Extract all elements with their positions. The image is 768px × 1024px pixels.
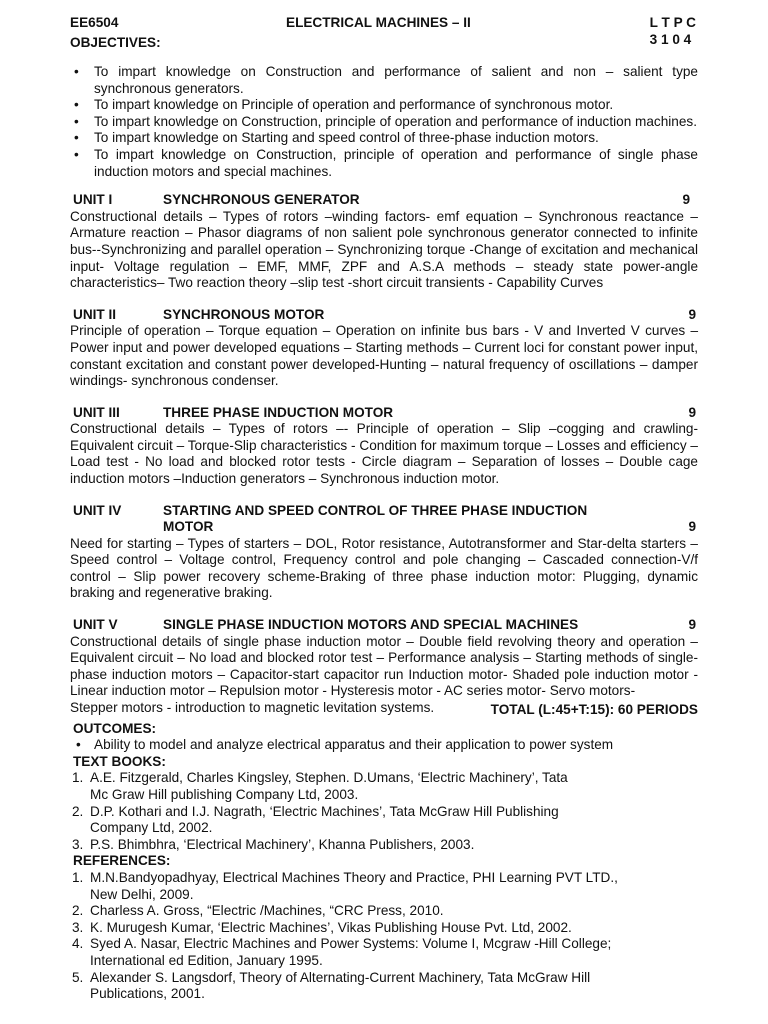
unit-title-line-1: STARTING AND SPEED CONTROL OF THREE PHASE INDUCTION [163,502,588,518]
unit-content: Constructional details of single phase induction motor – Double field revolving theory and operation – Equivalent circuit – No load and blocked rotor test – Performance analysis – Starting methods of single-phase induction motors – Capacitor-start capacitor run Induction motor- Shaded pole induction motor - Linear induction motor – Repulsion motor - Hysteresis motor - AC series motor- Servo motors- [70,633,698,699]
unit-number: UNIT V [73,617,118,633]
item-line: P.S. Bhimbhra, ‘Electrical Machinery’, Khanna Publishers, 2003. [90,836,475,852]
unit-heading [70,307,698,324]
course-code: EE6504 [70,15,119,30]
bullet-icon: • [74,130,79,146]
textbook-item [70,770,698,803]
objectives-heading: OBJECTIVES: [70,35,161,50]
textbooks-heading: TEXT BOOKS: [73,753,166,769]
unit-heading [70,503,698,536]
unit-number: UNIT II [73,306,117,322]
reference-item [70,970,698,1003]
unit-number: UNIT I [73,192,113,208]
item-line: M.N.Bandyopadhyay, Electrical Machines Theory and Practice, PHI Learning PVT LTD., [90,869,618,885]
references-heading: REFERENCES: [73,853,171,869]
objective-text: To impart knowledge on Construction, principle of operation and performance of induction machines. [94,113,697,129]
unit-title: SINGLE PHASE INDUCTION MOTORS AND SPECIAL MACHINES [163,617,579,633]
unit-hours: 9 [688,306,696,322]
objective-text: To impart knowledge on Starting and speed control of three-phase induction motors. [94,130,599,146]
unit-2 [70,307,698,390]
item-line: Mc Graw Hill publishing Company Ltd, 2003. [90,786,359,802]
item-number: 1. [72,869,84,885]
unit-4 [70,503,698,602]
textbooks-section [70,754,698,854]
references-list [70,870,698,1003]
unit-content: Principle of operation – Torque equation – Operation on infinite bus bars - V and Inverted V curves – Power input and power developed equations – Starting methods – Current loci for constant power input, constant excitation and constant power developed-Hunting – natural frequency of oscillations – damper windings- synchronous condenser. [70,323,698,389]
unit-title-line-2: MOTOR [163,519,214,535]
outcomes-heading: OUTCOMES: [73,720,157,736]
unit-heading [70,192,698,209]
unit-heading [70,617,698,634]
unit-content-last-line [70,700,698,717]
objective-item [70,130,698,147]
unit-number: UNIT III [73,404,120,420]
item-line: A.E. Fitzgerald, Charles Kingsley, Stephen. D.Umans, ‘Electric Machinery’, Tata [90,770,568,786]
item-line: D.P. Kothari and I.J. Nagrath, ‘Electric Machines’, Tata McGraw Hill Publishing [90,803,559,819]
unit-title: THREE PHASE INDUCTION MOTOR [163,404,394,420]
bullet-icon: • [76,737,81,753]
item-line: Alexander S. Langsdorf, Theory of Alternating-Current Machinery, Tata McGraw Hill [90,969,591,985]
ltpc-block [650,15,696,48]
objective-text: To impart knowledge on Principle of operation and performance of synchronous motor. [94,97,614,113]
objective-text: To impart knowledge on Construction and performance of salient and non – salient type synchronous generators. [94,64,698,96]
unit-hours: 9 [688,519,696,535]
reference-item [70,920,698,937]
unit-heading [70,405,698,422]
bullet-icon: • [74,113,79,129]
unit-content: Need for starting – Types of starters – DOL, Rotor resistance, Autotransformer and Star-delta starters – Speed control – Voltage control, Frequency control and pole changing – Cascaded connection-V/f control – Slip power recovery scheme-Braking of three phase induction motor: Plugging, dynamic braking and regenerative braking. [70,535,698,601]
item-number: 3. [72,919,84,935]
objectives-list [70,64,698,180]
unit-hours: 9 [688,617,696,633]
unit-hours: 9 [688,404,696,420]
outcomes-section [70,721,698,754]
unit-1 [70,192,698,292]
objective-item [70,147,698,180]
item-number: 3. [72,836,84,852]
unit-3 [70,405,698,488]
objective-item [70,64,698,97]
textbook-item [70,837,698,854]
references-section [70,853,698,1002]
unit-content-tail: Stepper motors - introduction to magnetic levitation systems. [70,700,435,715]
item-line: New Delhi, 2009. [90,886,194,902]
objective-item [70,97,698,114]
reference-item [70,903,698,920]
bullet-icon: • [74,146,79,162]
item-line: Company Ltd, 2002. [90,820,213,836]
ltpc-label: L T P C [649,15,696,30]
item-number: 4. [72,936,84,952]
item-line: K. Murugesh Kumar, ‘Electric Machines’, Vikas Publishing House Pvt. Ltd, 2002. [90,919,572,935]
textbook-item [70,804,698,837]
item-line: Charless A. Gross, “Electric /Machines, “CRC Press, 2010. [90,903,444,919]
unit-content: Constructional details – Types of rotors –- Principle of operation – Slip –cogging and crawling- Equivalent circuit – Torque-Slip characteristics - Condition for maximum torque – Losses and efficiency – Load test - No load and blocked rotor tests - Circle diagram – Separation of losses – Double cage induction motors –Induction generators – Synchronous induction motor. [70,421,698,487]
objective-text: To impart knowledge on Construction, principle of operation and performance of single phase induction motors and special machines. [94,146,698,179]
textbooks-list [70,770,698,853]
unit-number: UNIT IV [73,502,122,518]
total-periods: TOTAL (L:45+T:15): 60 PERIODS [490,702,698,717]
unit-5 [70,617,698,717]
page-header [70,12,698,46]
item-line: International ed Edition, January 1995. [90,952,323,968]
unit-hours: 9 [682,192,690,208]
unit-content: Constructional details – Types of rotors –winding factors- emf equation – Synchronous reactance – Armature reaction – Phasor diagrams of non salient pole synchronous generator connected to infinite bus--Synchronizing and parallel operation – Synchronizing torque -Change of excitation and mechanical input- Voltage regulation – EMF, MMF, ZPF and A.S.A methods – steady state power-angle characteristics– Two reaction theory –slip test -short circuit transients - Capability Curves [70,208,698,291]
item-line: Syed A. Nasar, Electric Machines and Power Systems: Volume I, Mcgraw -Hill College; [90,936,612,952]
bullet-icon: • [74,64,79,79]
objective-item [70,114,698,131]
reference-item [70,936,698,969]
item-line: Publications, 2001. [90,986,205,1002]
item-number: 1. [72,770,84,786]
ltpc-values: 3 1 0 4 [649,31,692,47]
reference-item [70,870,698,903]
item-number: 5. [72,969,84,985]
outcome-item [70,737,698,754]
unit-title: SYNCHRONOUS MOTOR [163,306,325,322]
unit-title: SYNCHRONOUS GENERATOR [163,192,360,208]
item-number: 2. [72,903,84,919]
bullet-icon: • [74,97,79,113]
course-title: ELECTRICAL MACHINES – II [286,15,471,30]
item-number: 2. [72,803,84,819]
outcome-text: Ability to model and analyze electrical apparatus and their application to power system [94,737,614,753]
